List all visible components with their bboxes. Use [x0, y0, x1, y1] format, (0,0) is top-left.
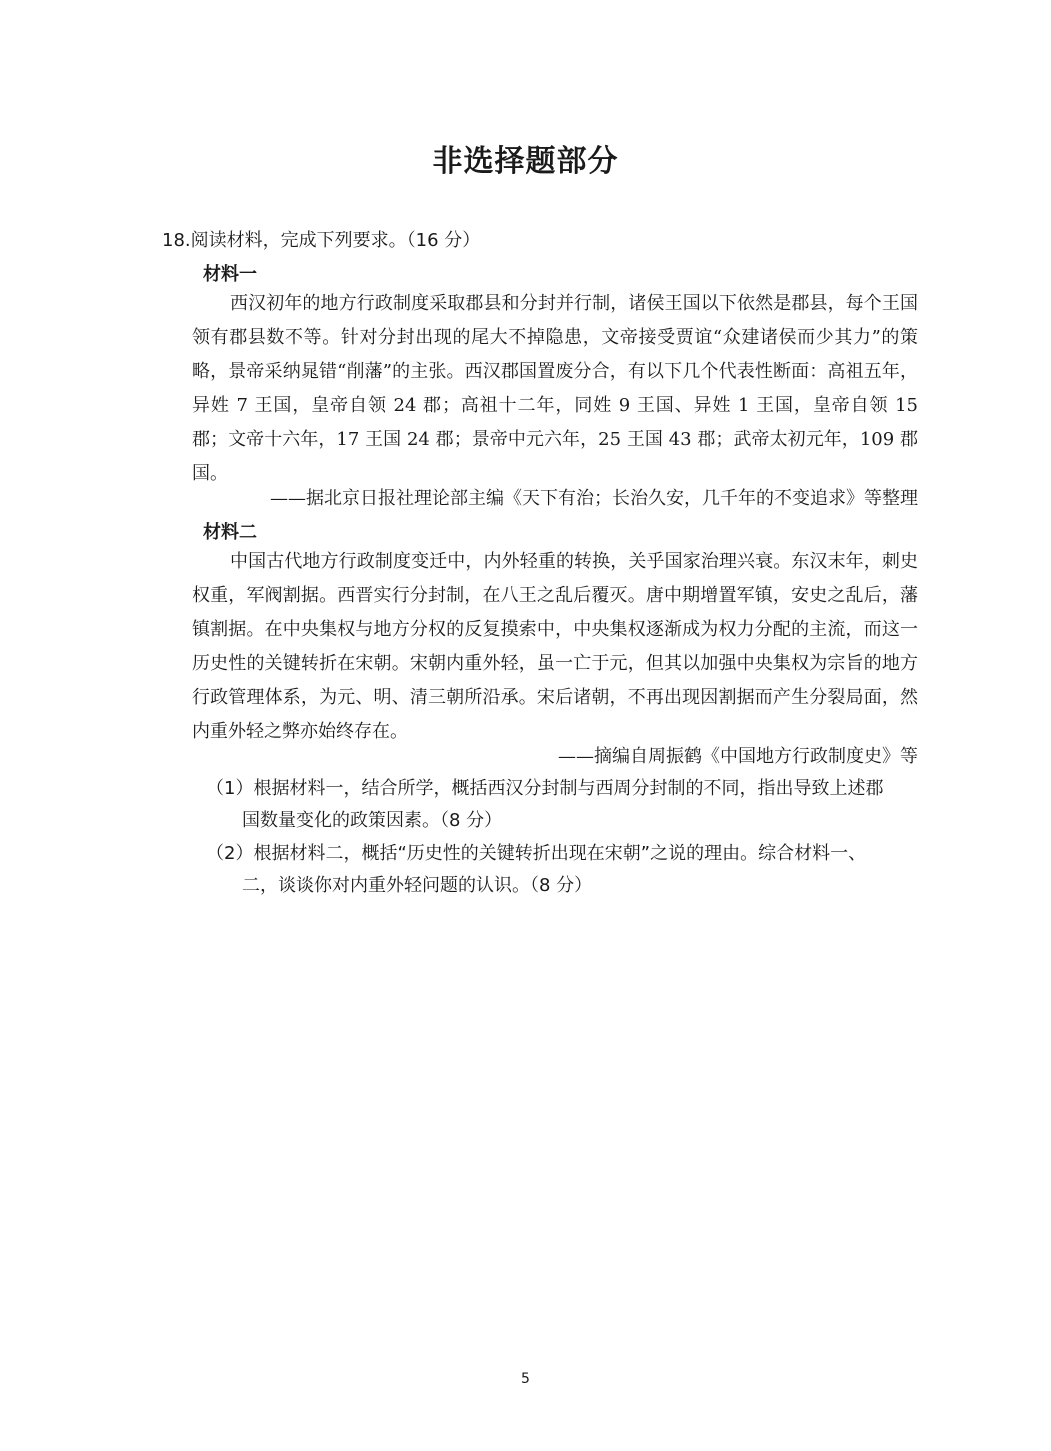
sub-question-1	[206, 773, 920, 837]
sub-question-1-line1: 根据材料一，结合所学，概括西汉分封制与西周分封制的不同，指出导致上述郡	[253, 778, 884, 799]
material-one-label: 材料一	[203, 264, 257, 285]
question-stem: 18.阅读材料，完成下列要求。（16 分）	[162, 230, 481, 251]
sub-question-1-line2: 国数量变化的政策因素。（8 分）	[242, 810, 503, 831]
sub-question-2-line2: 二，谈谈你对内重外轻问题的认识。（8 分）	[242, 875, 593, 896]
material-one-text: 西汉初年的地方行政制度采取郡县和分封并行制，诸侯王国以下依然是郡县，每个王国领有郡县数不等。针对分封出现的尾大不掉隐患，文帝接受贾谊“众建诸侯而少其力”的策略，景帝采纳晁错“削藩”的主张。西汉郡国置废分合，有以下几个代表性断面：高祖五年，异姓 7 王国，皇帝自领 24 郡；高祖十二年，同姓 9 王国、异姓 1 王国，皇帝自领 15 郡；文帝十六年，17 王国 24 郡；景帝中元六年，25 王国 43 郡；武帝太初元年，109 郡国。	[192, 293, 918, 484]
sub-question-2-line1: 根据材料二，概括“历史性的关键转折出现在宋朝”之说的理由。综合材料一、	[253, 843, 867, 864]
sub-question-2	[206, 838, 920, 902]
section-title: 非选择题部分	[432, 144, 619, 179]
material-one-source: ——据北京日报社理论部主编《天下有治；长治久安，几千年的不变追求》等整理	[270, 488, 918, 509]
page-number: 5	[521, 1371, 530, 1387]
material-two-label: 材料二	[203, 522, 257, 543]
material-two-text: 中国古代地方行政制度变迁中，内外轻重的转换，关乎国家治理兴衰。东汉末年，刺史权重，军阀割据。西晋实行分封制，在八王之乱后覆灭。唐中期增置军镇，安史之乱后，藩镇割据。在中央集权与地方分权的反复摸索中，中央集权逐渐成为权力分配的主流，而这一历史性的关键转折在宋朝。宋朝内重外轻，虽一亡于元，但其以加强中央集权为宗旨的地方行政管理体系，为元、明、清三朝所沿承。宋后诸朝，不再出现因割据而产生分裂局面，然内重外轻之弊亦始终存在。	[192, 551, 918, 742]
sub-question-1-number: （1）	[206, 778, 254, 799]
material-two-source: ——摘编自周振鹤《中国地方行政制度史》等	[558, 746, 918, 767]
sub-question-2-number: （2）	[206, 843, 254, 864]
